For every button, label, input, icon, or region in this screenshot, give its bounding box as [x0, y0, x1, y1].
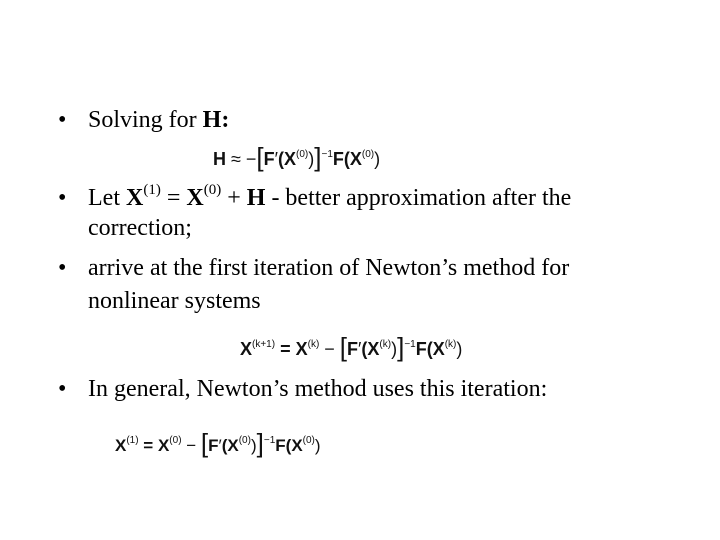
eq1-prime: ′: [274, 149, 279, 169]
eq2-rel: = X: [275, 339, 308, 359]
equation-3: [115, 427, 321, 458]
eq2-prime: ′: [358, 339, 362, 359]
eq2-left-bracket: [: [339, 332, 348, 362]
eq3-close2: ): [314, 436, 321, 455]
eq1-inverse: −1: [321, 149, 333, 160]
bullet-2-line-2: correction;: [88, 215, 192, 241]
bullet-2-lead: Let: [88, 185, 126, 211]
bullet-dot: •: [58, 376, 67, 402]
eq1-sup-a: (0): [296, 149, 309, 160]
eq2-close1: ): [391, 339, 398, 359]
bullet-2-plus: +: [221, 185, 247, 211]
eq1-arg1: (X: [278, 149, 297, 169]
bullet-4-marker: [58, 374, 88, 404]
eq2-sup-b: (k): [444, 339, 457, 350]
bullet-3-line-1: arrive at the first iteration of Newton’s method for: [88, 255, 570, 281]
eq2-F2: F: [415, 339, 427, 359]
eq3-lhs: X: [115, 436, 127, 455]
eq3-minus: −: [181, 436, 201, 455]
eq1-F: F: [263, 149, 275, 169]
eq2-sup-l: (k+1): [252, 339, 276, 350]
bullet-dot: •: [58, 185, 67, 211]
eq3-sup-b: (0): [302, 435, 315, 447]
bullet-1-marker: [58, 105, 88, 135]
bullet-dot: •: [58, 107, 67, 133]
eq1-F2: F: [332, 149, 344, 169]
bullet-2-text: [88, 183, 571, 213]
eq1-left-bracket: [: [256, 142, 264, 172]
bullet-2-H: H: [246, 185, 266, 211]
eq1-close2: ): [374, 149, 381, 169]
eq2-sup-r: (k): [307, 339, 320, 350]
bullet-2-X0: X: [186, 185, 204, 211]
eq1-sup-b: (0): [361, 149, 375, 160]
eq2-sup-a: (k): [379, 339, 392, 350]
eq3-arg1: (X: [221, 436, 239, 455]
eq2-lhs: X: [240, 339, 253, 359]
equation-1: [213, 141, 380, 172]
eq2-F: F: [347, 339, 359, 359]
eq1-rel: ≈ −: [226, 149, 257, 169]
bullet-dot: •: [58, 255, 67, 281]
equation-2: [240, 331, 462, 362]
eq2-minus: −: [319, 339, 340, 359]
eq3-left-bracket: [: [200, 428, 209, 458]
eq3-inverse: −1: [263, 435, 276, 447]
eq3-close1: ): [250, 436, 257, 455]
eq1-lhs: H: [213, 149, 226, 169]
eq3-prime: ′: [218, 436, 222, 455]
bullet-1-lead: Solving for: [88, 107, 203, 133]
eq3-arg2: (X: [285, 436, 303, 455]
bullet-4-text: In general, Newton’s method uses this iteration:: [88, 376, 548, 402]
eq3-rel: = X: [138, 436, 170, 455]
eq3-sup-a: (0): [238, 435, 251, 447]
eq1-right-bracket: ]: [314, 142, 322, 172]
eq2-arg1: (X: [361, 339, 380, 359]
eq3-sup-l: (1): [126, 435, 139, 447]
bullet-2-X1: X: [125, 185, 144, 211]
eq2-inverse: −1: [404, 339, 416, 350]
bullet-3-line-2: nonlinear systems: [88, 288, 261, 314]
eq3-sup-r: (0): [169, 435, 182, 447]
eq2-close2: ): [456, 339, 463, 359]
eq3-F: F: [208, 436, 219, 455]
eq3-F2: F: [275, 436, 286, 455]
eq3-right-bracket: ]: [256, 428, 264, 458]
eq1-close1: ): [308, 149, 315, 169]
bullet-2-marker: [58, 183, 88, 213]
bullet-1-text: [88, 105, 229, 135]
eq2-arg2: (X: [426, 339, 445, 359]
bullet-2-eqsign: =: [160, 185, 187, 211]
bullet-1-emph: H:: [202, 107, 230, 133]
eq2-right-bracket: ]: [397, 332, 405, 362]
bullet-2-sup1: (1): [143, 182, 161, 198]
eq1-arg2: (X: [343, 149, 362, 169]
bullet-3-marker: [58, 253, 88, 283]
bullet-2-sup0: (0): [203, 182, 222, 198]
bullet-2-rest: - better approximation after the: [265, 185, 572, 211]
